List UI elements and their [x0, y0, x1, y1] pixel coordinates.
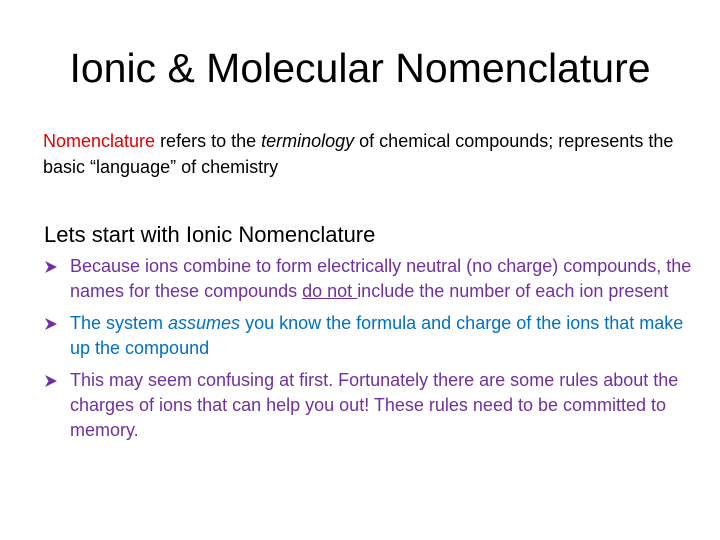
section-subheading: Lets start with Ionic Nomenclature — [44, 222, 376, 247]
bullet-1-text-after: include the number of each ion present — [357, 281, 669, 301]
slide-title: Ionic & Molecular Nomenclature — [69, 45, 651, 91]
bullet-list — [44, 254, 694, 450]
definition-text-after: of chemical compounds; represents the basic “language” of chemistry — [43, 131, 674, 177]
definition-italic-word: terminology — [261, 131, 355, 151]
bullet-item-1 — [44, 254, 694, 304]
definition-term: Nomenclature — [43, 131, 156, 151]
bullet-1-text-before: Because ions combine to form electrically neutral (no charge) compounds, the names for these compounds — [70, 256, 692, 301]
arrow-bullet-icon — [44, 317, 58, 331]
arrow-bullet-icon — [44, 374, 58, 388]
bullet-3-text: This may seem confusing at first. Fortunately there are some rules about the charges of ions that can help you out! These rules need to be committed to memory. — [70, 370, 679, 440]
definition-text-before: refers to the — [155, 131, 262, 151]
bullet-1-underlined: do not — [302, 281, 358, 301]
bullet-item-2 — [44, 311, 694, 361]
arrow-bullet-icon — [44, 260, 58, 274]
definition-paragraph — [43, 128, 693, 180]
bullet-2-italic: assumes — [168, 313, 241, 333]
bullet-item-3 — [44, 368, 694, 443]
bullet-2-text-before: The system — [70, 313, 169, 333]
bullet-2-text-after: you know the formula and charge of the ions that make up the compound — [70, 313, 684, 358]
